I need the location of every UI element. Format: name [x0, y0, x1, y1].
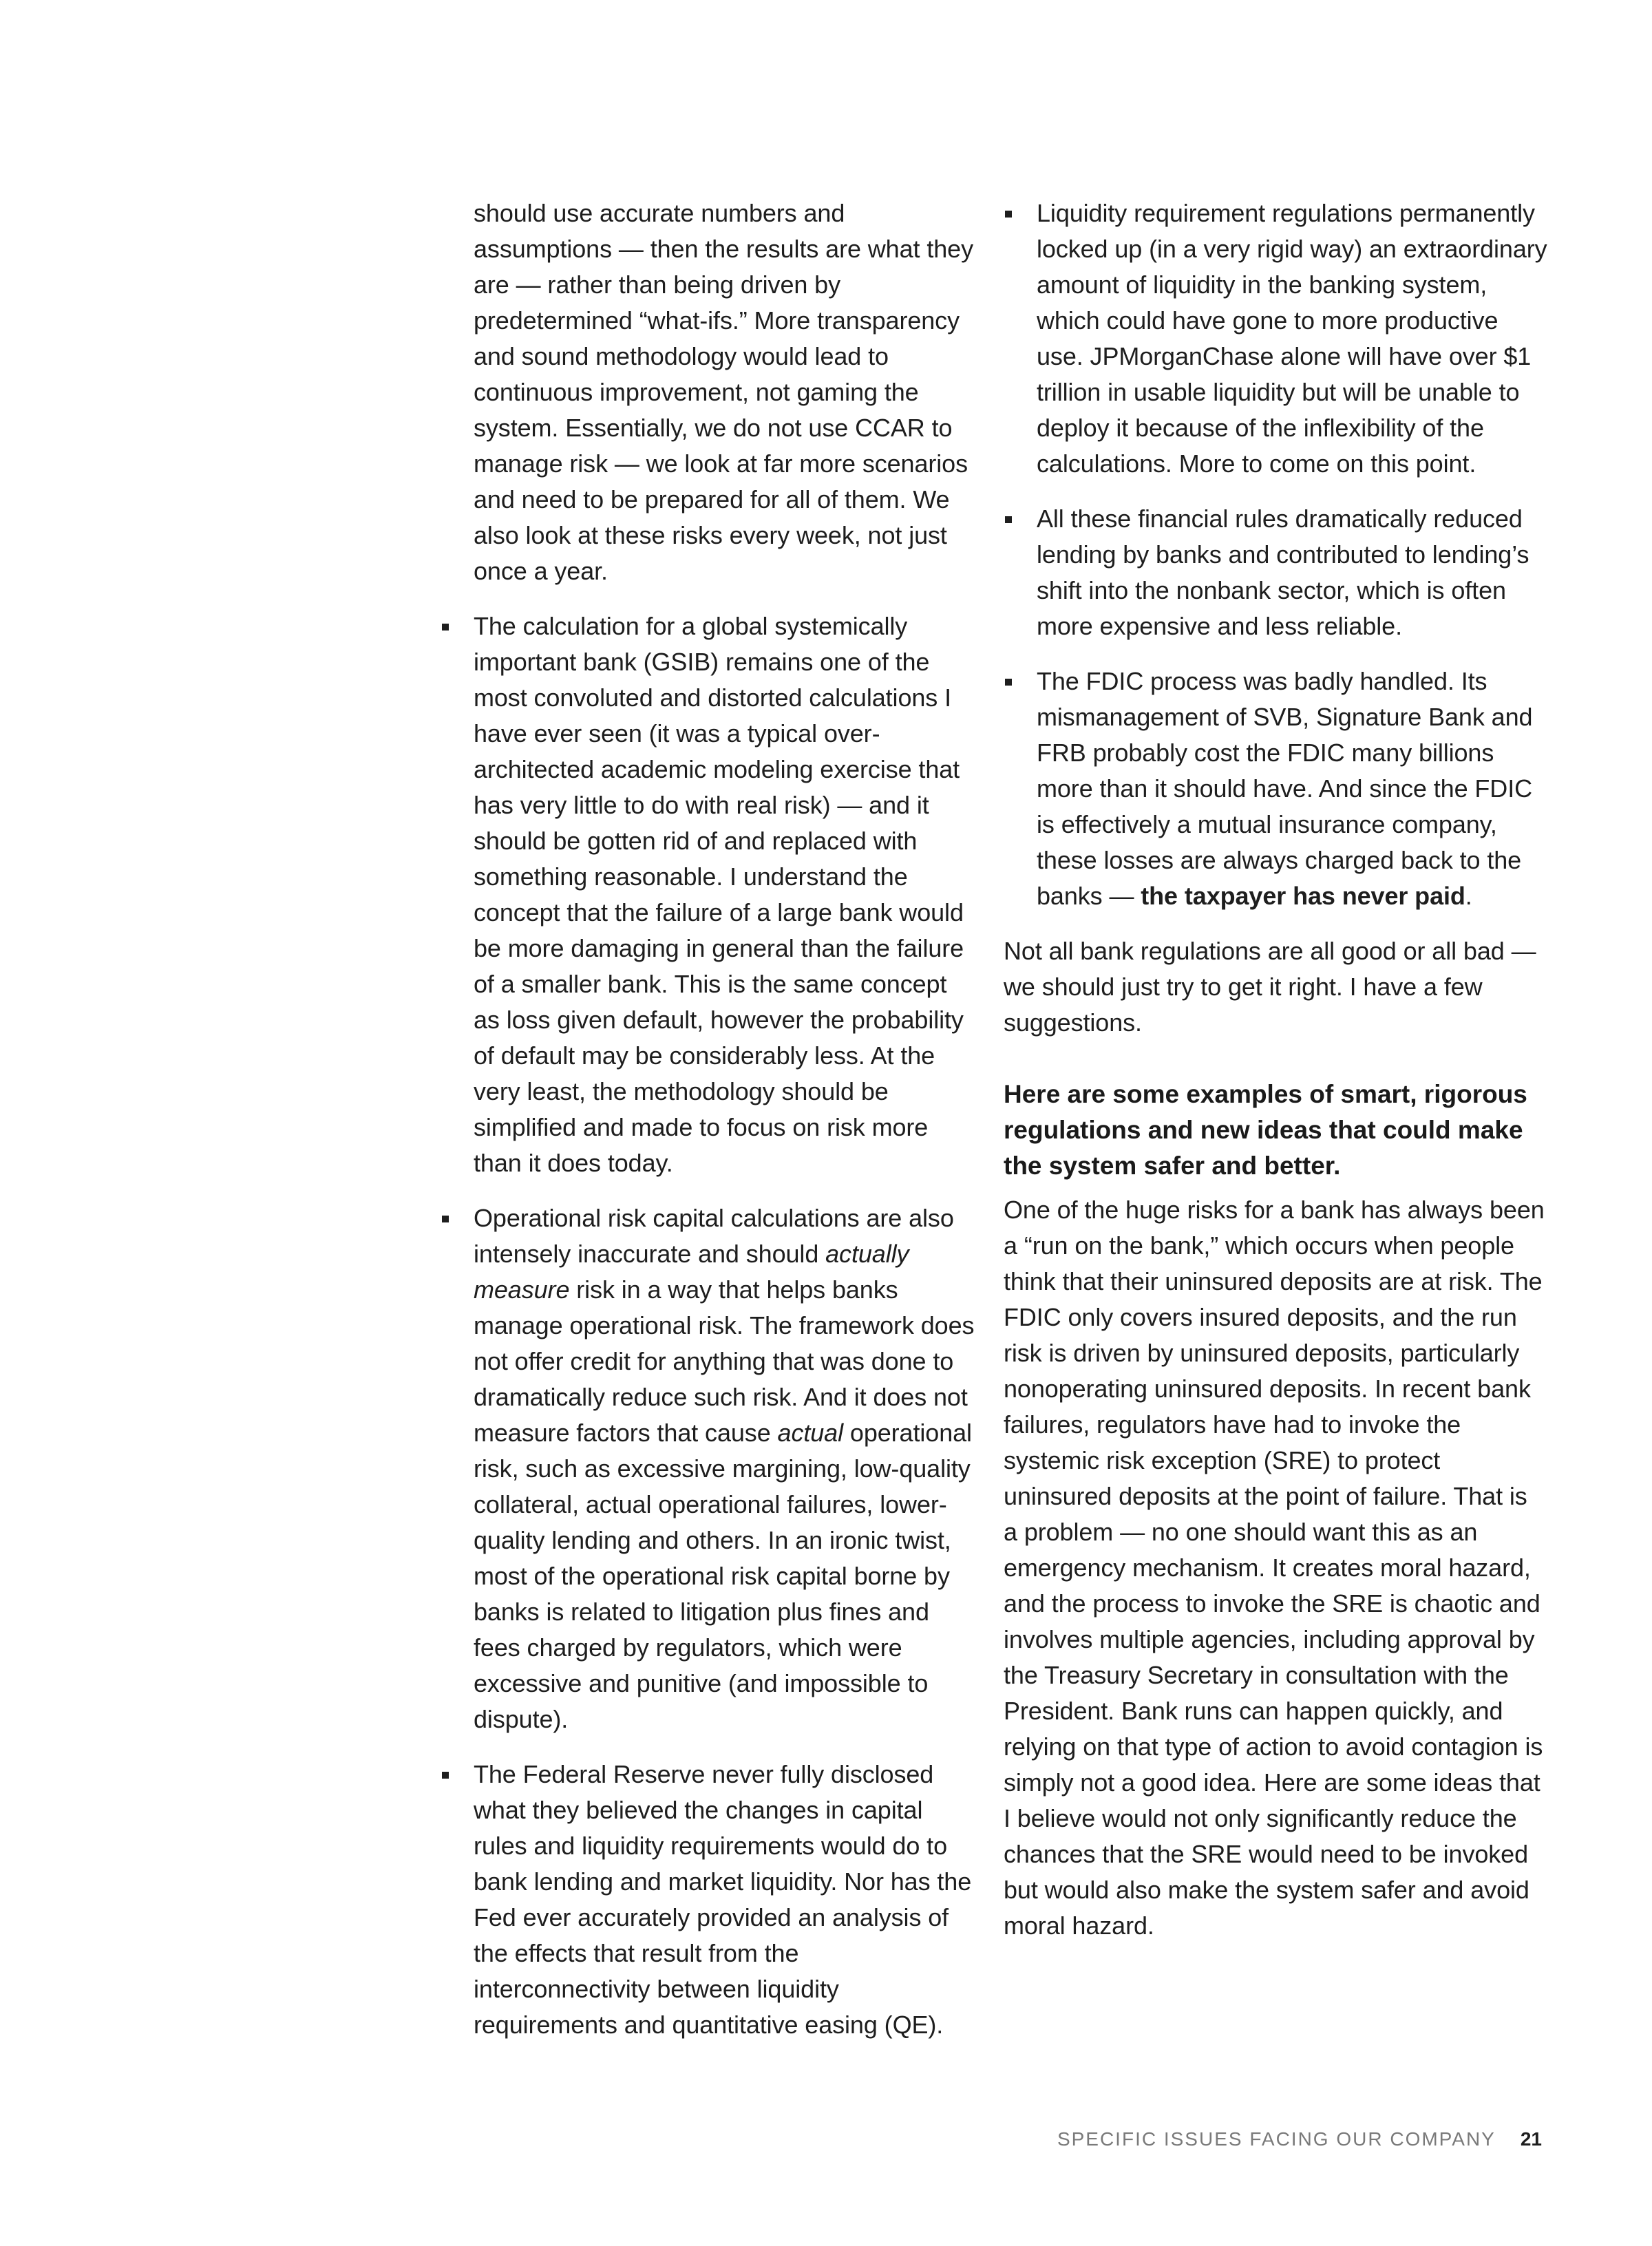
- bullet-federal-reserve: The Federal Reserve never fully disclosed what they believed the changes in capital rules and liquidity requirements would do to bank lending and market liquidity. Nor has the Fed ever accurately provided an analysis of the effects that result from the interconnectivity between liquidity requirements and quantitative easing (QE).: [441, 1757, 977, 2043]
- paragraph-regulations: Not all bank regulations are all good or all bad — we should just try to get it right. I have a few suggestions.: [1004, 937, 1536, 1037]
- bullet-gsib: The calculation for a global systemically important bank (GSIB) remains one of the most convoluted and distorted calculations I have ever seen (it was a typical over-architected academic modeling exercise that has very little to do with real risk) — and it should be gotten rid of and replaced with something reasonable. I understand the concept that the failure of a large bank would be more damaging in general than the failure of a smaller bank. This is the same concept as loss given default, however the probability of default may be considerably less. At the very least, the methodology should be simplified and made to focus on risk more than it does today.: [441, 608, 977, 1181]
- bullet-financial-rules: All these financial rules dramatically reduced lending by banks and contributed to lending’s shift into the nonbank sector, which is often more expensive and less reliable.: [1004, 501, 1547, 644]
- continued-paragraph: should use accurate numbers and assumptions — then the results are what they are — rather than being driven by predetermined “what-ifs.” More transparency and sound methodology would lead to continuous improvement, not gaming the system. Essentially, we do not use CCAR to manage risk — we look at far more scenarios and need to be prepared for all of them. We also look at these risks every week, not just once a year.: [474, 199, 973, 585]
- section-heading: Here are some examples of smart, rigorous regulations and new ideas that could make the system safer and better.: [1004, 1080, 1527, 1180]
- right-column: [1004, 195, 1547, 1944]
- footer-section-title: SPECIFIC ISSUES FACING OUR COMPANY: [1057, 2128, 1496, 2150]
- bullet-liquidity: Liquidity requirement regulations permanently locked up (in a very rigid way) an extraordinary amount of liquidity in the banking system, which could have gone to more productive use. JPMorganChase alone will have over $1 trillion in usable liquidity but will be unable to deploy it because of the inflexibility of the calculations. More to come on this point.: [1004, 195, 1547, 482]
- left-column: [441, 195, 977, 2062]
- right-bullet-list: [1004, 195, 1547, 914]
- left-bullet-list: [441, 608, 977, 2043]
- page-footer: [1057, 2128, 1542, 2150]
- bullet-operational-risk: Operational risk capital calculations are also intensely inaccurate and should actually measure risk in a way that helps banks manage operational risk. The framework does not offer credit for anything that was done to dramatically reduce such risk. And it does not measure factors that cause actual operational risk, such as excessive margining, low-quality collateral, actual operational failures, lower-quality lending and others. In an ironic twist, most of the operational risk capital borne by banks is related to litigation plus fines and fees charged by regulators, which were excessive and punitive (and impossible to dispute).: [441, 1200, 977, 1737]
- page-number: 21: [1520, 2128, 1542, 2150]
- paragraph-run-on-bank: One of the huge risks for a bank has always been a “run on the bank,” which occurs when people think that their uninsured deposits are at risk. The FDIC only covers insured deposits, and the run risk is driven by uninsured deposits, particularly nonoperating uninsured deposits. In recent bank failures, regulators have had to invoke the systemic risk exception (SRE) to protect uninsured deposits at the point of failure. That is a problem — no one should want this as an emergency mechanism. It creates moral hazard, and the process to invoke the SRE is chaotic and involves multiple agencies, including approval by the Treasury Secretary in consultation with the President. Bank runs can happen quickly, and relying on that type of action to avoid contagion is simply not a good idea. Here are some ideas that I believe would not only significantly reduce the chances that the SRE would need to be invoked but would also make the system safer and avoid moral hazard.: [1004, 1196, 1545, 1940]
- bullet-fdic: The FDIC process was badly handled. Its mismanagement of SVB, Signature Bank and FRB probably cost the FDIC many billions more than it should have. And since the FDIC is effectively a mutual insurance company, these losses are always charged back to the banks — the taxpayer has never paid.: [1004, 664, 1547, 914]
